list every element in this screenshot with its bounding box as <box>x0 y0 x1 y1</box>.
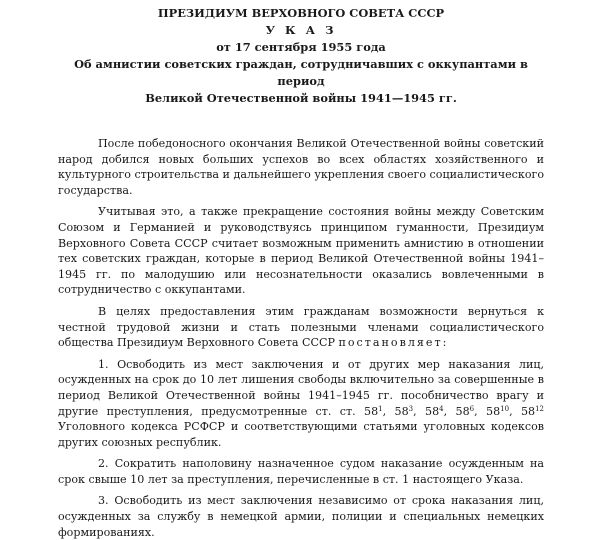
article-superscript: 4 <box>439 404 444 413</box>
article-superscript: 3 <box>408 404 414 413</box>
paragraph-preamble: После победоносного окончания Великой Отечественной войны советский народ добился новых больших успехов во всех областях хозяйственного и культурного строительства и дальнейшего укрепления своего социалистического государства. <box>58 137 544 197</box>
document-title-line-2: Великой Отечественной войны 1941—1945 гг. <box>145 91 457 105</box>
article-superscript: 10 <box>500 404 510 413</box>
article-superscript: 12 <box>535 404 545 413</box>
item-1-text: 1. Освободить из мест заключения и от других мер наказания лиц, осужденных на срок до 10 лет лишения свободы включительно за совершенные в период Великой Отечественной войны 1941–1945 гг. пособничество врагу и другие преступления, предусмотренные ст. ст. <box>58 357 544 418</box>
document-type: У К А З <box>265 23 337 37</box>
item-1-tail: Уголовного кодекса РСФСР и соответствующими статьями уголовных кодексов других союзных республик. <box>58 420 544 449</box>
resolution-text: В целях предоставления этим гражданам возможности вернуться к честной трудовой жизни и стать полезными членами социалистического общества Президиум Верховного Совета СССР <box>58 304 544 350</box>
paragraph-resolution <box>58 304 544 351</box>
article-superscript: 6 <box>469 404 475 413</box>
issuing-body: ПРЕЗИДИУМ ВЕРХОВНОГО СОВЕТА СССР <box>157 6 445 20</box>
document-date: от 17 сентября 1955 года <box>216 40 386 54</box>
resolution-keyword: постановляет: <box>338 336 449 350</box>
article-ref: $58^6$ <box>455 404 475 418</box>
article-ref: $58^{12}$ <box>520 404 545 418</box>
item-3: 3. Освободить из мест заключения независимо от срока наказания лиц, осужденных за службу в немецкой армии, полиции и специальных немецких формированиях. <box>58 494 544 539</box>
article-ref: $58^3$ <box>394 404 414 418</box>
article-superscript: 1 <box>378 404 383 413</box>
item-2: 2. Сократить наполовину назначенное судом наказание осужденным на срок свыше 10 лет за преступления, перечисленные в ст. 1 настоящего Указа. <box>58 457 544 486</box>
paragraph-reasoning: Учитывая это, а также прекращение состояния войны между Советским Союзом и Германией и руководствуясь принципом гуманности, Президиум Верховного Совета СССР считает возможным применить амнистию в отношении тех советских граждан, которые в период Великой Отечественной войны 1941–1945 гг. по малодушию или несознательности оказались вовлеченными в сотрудничество с оккупантами. <box>58 205 544 297</box>
item-1 <box>58 357 544 451</box>
article-ref: $58^4$ <box>425 404 444 418</box>
article-ref: $58^1$ <box>364 404 383 418</box>
header-spacer <box>58 107 544 136</box>
document-title-line-1: Об амнистии советских граждан, сотрудничавших с оккупантами в период <box>74 57 528 88</box>
article-list: $58^1$, $58^3$, $58^4$, $58^6$, $58^{10}$, $58^{12}$ <box>364 404 545 418</box>
article-ref: $58^{10}$ <box>486 404 510 418</box>
